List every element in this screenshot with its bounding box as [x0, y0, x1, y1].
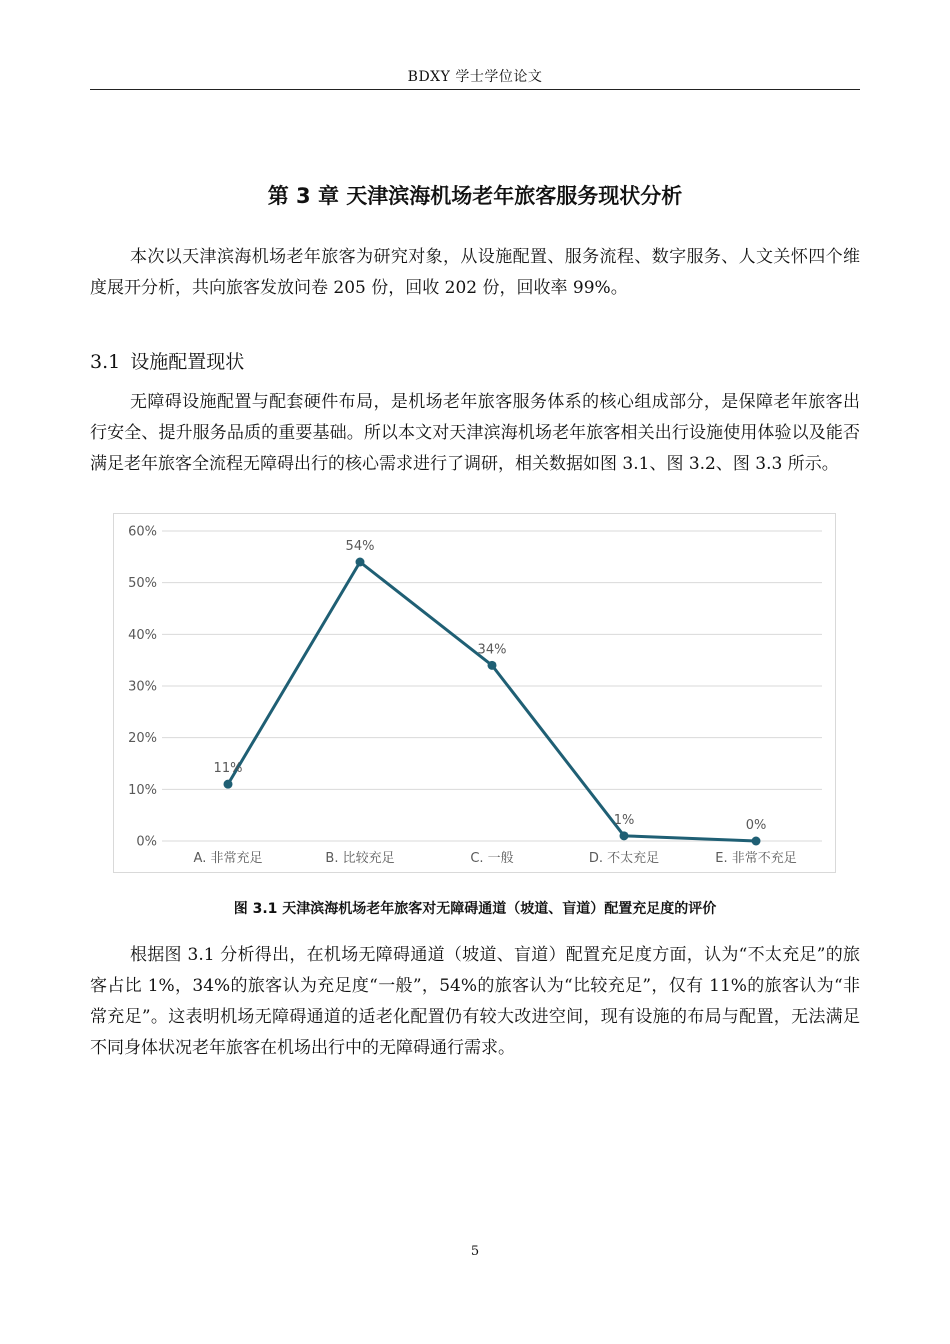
data-label: 54% [345, 539, 375, 554]
x-tick-label: A. 非常充足 [193, 851, 263, 866]
data-label: 1% [613, 812, 635, 828]
data-point [752, 837, 761, 846]
data-label: 11% [213, 761, 243, 777]
section-number: 3.1 [90, 351, 121, 373]
section-paragraph: 无障碍设施配置与配套硬件布局，是机场老年旅客服务体系的核心组成部分，是保障老年旅客出行安全、提升服务品质的重要基础。所以本文对天津滨海机场老年旅客相关出行设施使用体验以及能否满足老年旅客全流程无障碍出行的核心需求进行了调研，相关数据如图 3.1、图 3.2、图 3.3 所示。 [90, 392, 860, 474]
data-point [488, 661, 497, 670]
chapter-title: 第 3 章 天津滨海机场老年旅客服务现状分析 [267, 184, 683, 208]
figure-caption: 图 3.1 天津滨海机场老年旅客对无障碍通道（坡道、盲道）配置充足度的评价 [233, 901, 717, 917]
data-label: 34% [477, 642, 507, 658]
x-tick-label: D. 不太充足 [588, 851, 660, 866]
y-tick-label: 20% [128, 731, 157, 747]
y-tick-label: 50% [128, 576, 157, 592]
data-point [356, 558, 365, 567]
data-point [224, 780, 233, 789]
page-number: 5 [470, 1244, 480, 1259]
y-tick-label: 40% [128, 627, 157, 643]
header-rule [90, 89, 860, 90]
section-title: 设施配置现状 [130, 351, 245, 373]
section-heading [90, 347, 244, 374]
y-tick-label: 10% [128, 782, 157, 798]
running-header: BDXY 学士学位论文 [407, 69, 543, 85]
x-tick-label: C. 一般 [470, 851, 514, 866]
series-line [228, 562, 756, 841]
y-tick-label: 0% [136, 834, 157, 850]
y-tick-label: 60% [128, 524, 157, 540]
intro-paragraph: 本次以天津滨海机场老年旅客为研究对象，从设施配置、服务流程、数字服务、人文关怀四个维度展开分析，共向旅客发放问卷 205 份，回收 202 份，回收率 99%。 [90, 247, 860, 298]
y-tick-label: 30% [128, 679, 157, 695]
x-tick-label: E. 非常不充足 [715, 851, 797, 866]
data-point [620, 831, 629, 840]
line-chart [113, 513, 836, 873]
x-tick-label: B. 比较充足 [325, 851, 395, 866]
analysis-paragraph: 根据图 3.1 分析得出，在机场无障碍通道（坡道、盲道）配置充足度方面，认为“不太充足”的旅客占比 1%，34%的旅客认为充足度“一般”，54%的旅客认为“比较充足”，仅有 11%的旅客认为“非常充足”。这表明机场无障碍通道的适老化配置仍有较大改进空间，现有设施的布局与配置，无法满足不同身体状况老年旅客在机场出行中的无障碍通行需求。 [90, 945, 860, 1058]
data-label: 0% [745, 818, 767, 833]
chart-svg [114, 514, 837, 874]
